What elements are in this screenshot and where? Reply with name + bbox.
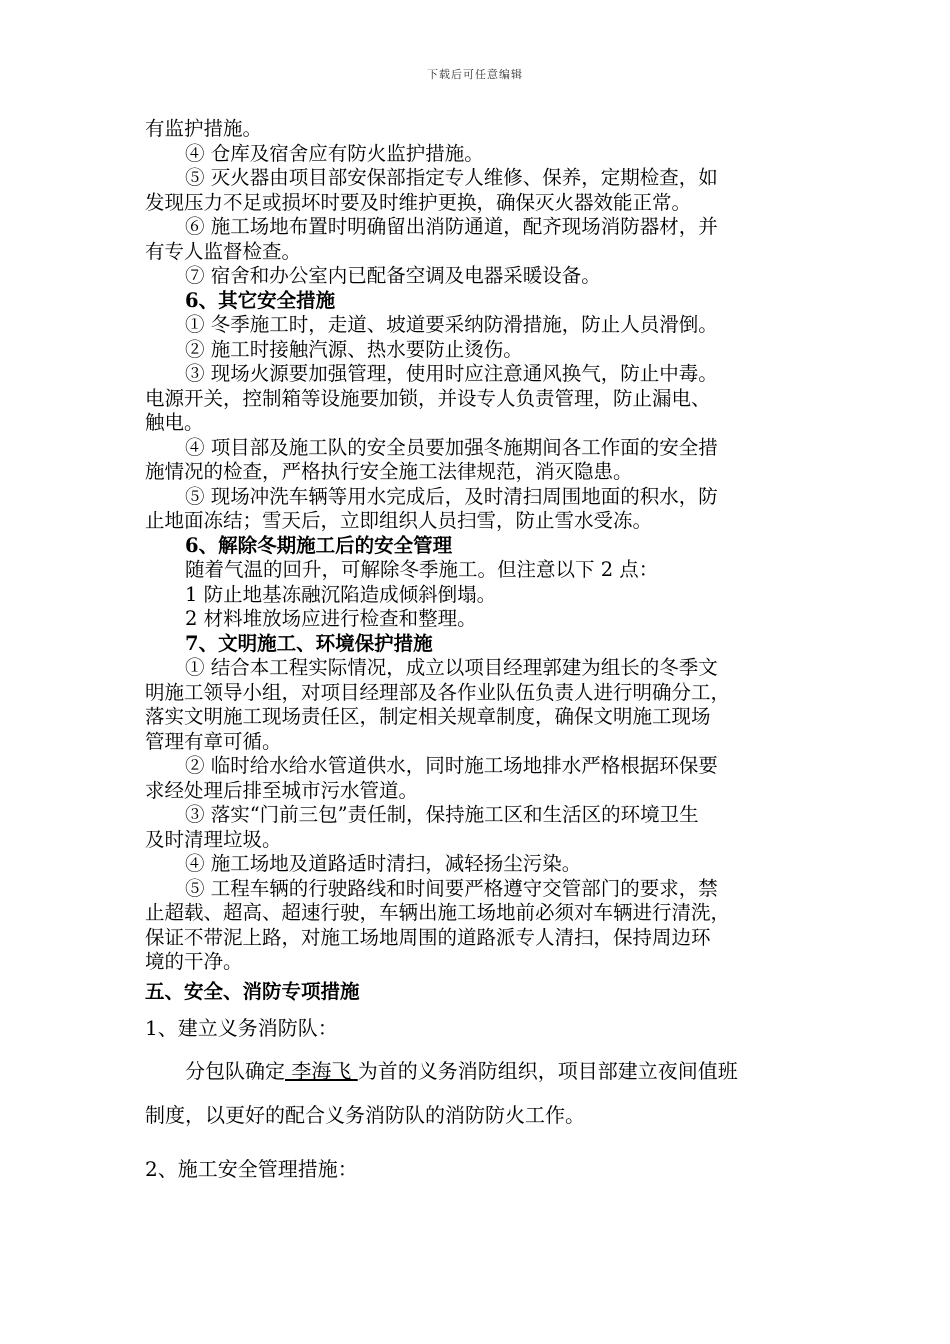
paragraph-lines [145,117,825,975]
text-line: 施情况的检查，严格执行安全施工法律规范，消灭隐患。 [145,460,633,483]
text-before-name: 分包队确定 [185,1058,285,1083]
text-line: 明施工领导小组，对项目经理部及各作业队伍负责人进行明确分工， [145,680,731,704]
section-heading: 6、解除冬期施工后的安全管理 [185,533,453,557]
fire-brigade-paragraph [145,1049,825,1137]
subsection-1-title: 1、建立义务消防队： [145,1015,338,1040]
text-line: 发现压力不足或损坏时要及时维护更换，确保灭火器效能正常。 [145,190,692,214]
text-line: ④ 项目部及施工队的安全员要加强冬施期间各工作面的安全措 [185,435,718,459]
text-line: ③ 现场火源要加强管理，使用时应注意通风换气，防止中毒。 [185,362,718,385]
fire-brigade-line-2: 制度，以更好的配合义务消防队的消防防火工作。 [145,1102,585,1127]
section-heading: 7、文明施工、环境保护措施 [185,631,433,655]
text-line: ① 冬季施工时，走道、坡道要采纳防滑措施，防止人员滑倒。 [185,313,718,336]
text-line: ⑤ 工程车辆的行驶路线和时间要严格遵守交管部门的要求，禁 [185,876,718,900]
text-line: 保证不带泥上路，对施工场地周围的道路派专人清扫，保持周边环 [145,925,711,949]
text-line: 触电。 [145,411,204,434]
text-line: ⑤ 灭火器由项目部安保部指定专人维修、保养，定期检查，如 [185,166,718,189]
page-header: 下载后可任意编辑 [427,68,523,81]
underlined-name: 李海飞 [285,1058,358,1083]
text-line: 有专人监督检查。 [145,239,302,263]
text-line: ② 施工时接触汽源、热水要防止烫伤。 [185,337,523,361]
subsection-2-title: 2、施工安全管理措施： [145,1156,358,1181]
text-line: 2 材料堆放场应进行检查和整理。 [185,607,477,630]
text-line: ④ 仓库及宿舍应有防火监护措施。 [185,141,484,165]
text-line: 止超载、超高、超速行驶，车辆出施工场地前必须对车辆进行清洗， [145,901,731,924]
text-line: ③ 落实“门前三包”责任制，保持施工区和生活区的环境卫生 [185,803,699,826]
text-line: 境的干净。 [145,950,243,973]
document-body [145,117,825,1184]
text-line: ① 结合本工程实际情况，成立以项目经理郭建为组长的冬季文 [185,656,718,679]
text-line: 有监护措施。 [145,117,263,140]
text-line: 求经处理后排至城市污水管道。 [145,778,419,802]
text-line: ② 临时给水给水管道供水，同时施工场地排水严格根据环保要 [185,754,718,777]
section-heading: 6、其它安全措施 [185,288,336,312]
text-line: ⑤ 现场冲洗车辆等用水完成后，及时清扫周围地面的积水，防 [185,484,718,508]
text-line: 落实文明施工现场责任区，制定相关规章制度，确保文明施工现场 [145,705,711,728]
text-after-name: 为首的义务消防组织，项目部建立夜间值班 [357,1058,738,1083]
text-line: 电源开关，控制箱等设施要加锁，并设专人负责管理，防止漏电、 [145,386,711,410]
section-5-title: 五、安全、消防专项措施 [145,979,360,1003]
text-line: 及时清理垃圾。 [145,827,282,851]
text-line: 1 防止地基冻融沉陷造成倾斜倒塌。 [185,582,497,606]
text-line: 管理有章可循。 [145,729,282,753]
text-line: ⑥ 施工场地布置时明确留出消防通道，配齐现场消防器材，并 [185,215,718,238]
text-line: ⑦ 宿舍和办公室内已配备空调及电器采暖设备。 [185,264,601,287]
text-line: 随着气温的回升，可解除冬季施工。但注意以下 2 点： [185,558,659,581]
text-line: 止地面冻结；雪天后，立即组织人员扫雪，防止雪水受冻。 [145,509,653,532]
text-line: ④ 施工场地及道路适时清扫，减轻扬尘污染。 [185,852,582,875]
